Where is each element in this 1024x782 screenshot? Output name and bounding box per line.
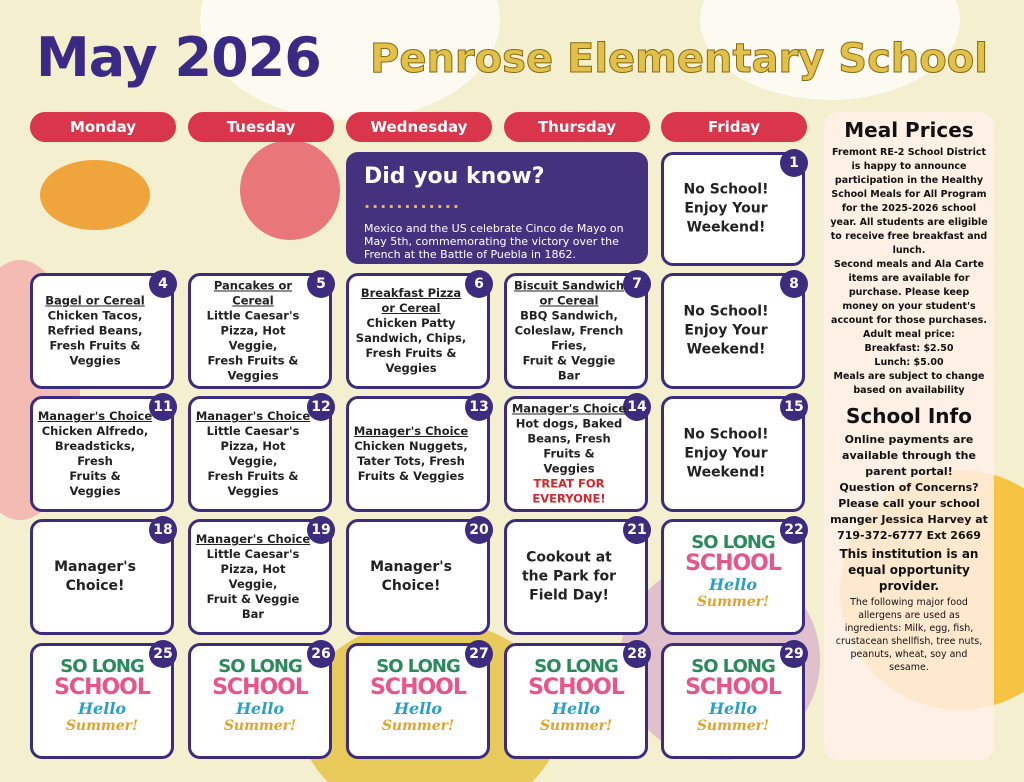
- summer-text: Hello: [235, 699, 285, 718]
- summer-text: Summer!: [65, 718, 139, 734]
- menu-line: Fresh Fruits &: [49, 338, 141, 353]
- calendar-day-15: [661, 396, 805, 512]
- menu-line: Chicken Nuggets,: [354, 439, 468, 453]
- calendar-day-22: [661, 519, 805, 635]
- menu-line: Breadsticks, Fresh: [54, 439, 136, 468]
- breakfast-price: Breakfast: $2.50: [864, 343, 954, 354]
- menu-heading: Pancakes or Cereal: [213, 278, 293, 308]
- calendar-day-25: [30, 643, 174, 759]
- calendar-day-26: [188, 643, 332, 759]
- calendar-day-29: [661, 643, 805, 759]
- menu-line: Coleslaw, French Fries,: [514, 323, 624, 353]
- did-you-know-box: [346, 152, 648, 264]
- summer-text: Summer!: [539, 718, 613, 734]
- summer-text: Summer!: [696, 718, 770, 734]
- summer-text: SCHOOL: [685, 551, 781, 576]
- lunch-price: Lunch: $5.00: [874, 357, 944, 368]
- menu-line: Veggies: [227, 484, 279, 498]
- menu-line: No School!: [683, 426, 769, 443]
- day-header-thursday: Thursday: [504, 112, 650, 142]
- menu-heading: Breakfast Pizza or Cereal: [360, 286, 462, 315]
- calendar-day-13: [346, 396, 490, 512]
- summer-text: SCHOOL: [370, 675, 466, 700]
- summer-text: SCHOOL: [54, 675, 150, 700]
- day-number: 27: [465, 640, 493, 668]
- menu-line: Enjoy Your: [684, 445, 768, 462]
- day-number: 6: [465, 270, 493, 298]
- day-number: 20: [465, 516, 493, 544]
- subject-to-change: Meals are subject to change based on availability: [833, 371, 985, 396]
- meal-prices-title: Meal Prices: [844, 118, 974, 142]
- menu-line: Chicken Tacos,: [47, 308, 143, 323]
- summer-text: SO LONG: [691, 656, 775, 677]
- calendar-day-20: [346, 519, 490, 635]
- menu-line: Veggies: [69, 353, 121, 368]
- did-you-know-text: Mexico and the US celebrate Cinco de Mayo on May 5th, commemorating the victory over the French at the Battle of Puebla in 1862.: [364, 222, 624, 261]
- day-number: 21: [623, 516, 651, 544]
- menu-line: Sandwich, Chips,: [355, 331, 467, 345]
- summer-text: SO LONG: [218, 656, 302, 677]
- menu-line: Veggies: [69, 484, 121, 498]
- so-long-school-graphic: [674, 656, 792, 746]
- menu-line: Fruits &: [69, 469, 121, 483]
- day-number: 1: [780, 149, 808, 177]
- summer-text: Summer!: [381, 718, 455, 734]
- summer-text: Hello: [708, 575, 758, 594]
- summer-text: SO LONG: [691, 532, 775, 553]
- menu-line: Little Caesar's: [206, 308, 300, 323]
- calendar-day-12: [188, 396, 332, 512]
- summer-text: Hello: [77, 699, 127, 718]
- menu-text: [511, 402, 627, 507]
- menu-line: Field Day!: [529, 587, 609, 604]
- summer-text: SO LONG: [60, 656, 144, 677]
- menu-line: Chicken Patty: [366, 316, 456, 330]
- so-long-school-graphic: [43, 656, 161, 746]
- menu-line: Cookout at: [526, 549, 612, 566]
- day-number: 13: [465, 393, 493, 421]
- menu-text: [353, 558, 469, 596]
- calendar-day-8: [661, 273, 805, 389]
- day-header-wednesday: Wednesday: [346, 112, 492, 142]
- menu-line: Weekend!: [686, 341, 766, 358]
- menu-text: [353, 286, 469, 376]
- day-number: 7: [623, 270, 651, 298]
- so-long-school-graphic: [517, 656, 635, 746]
- calendar-day-18: [30, 519, 174, 635]
- menu-line: Pizza, Hot Veggie,: [220, 439, 286, 468]
- summer-text: SO LONG: [534, 656, 618, 677]
- day-number: 12: [307, 393, 335, 421]
- calendar-day-5: [188, 273, 332, 389]
- menu-line: Hot dogs, Baked: [515, 416, 623, 431]
- menu-heading: Manager's Choice: [511, 401, 627, 416]
- calendar-day-4: [30, 273, 174, 389]
- menu-line: Fresh Fruits &: [207, 353, 299, 368]
- calendar-day-27: [346, 643, 490, 759]
- menu-line: Weekend!: [686, 464, 766, 481]
- so-long-school-graphic: [674, 532, 792, 622]
- day-number: 18: [149, 516, 177, 544]
- summer-text: Hello: [551, 699, 601, 718]
- menu-text: [37, 558, 153, 596]
- menu-line: Tater Tots, Fresh: [357, 454, 465, 468]
- menu-line: Choice!: [381, 578, 441, 594]
- meal-program-text: Fremont RE-2 School District is happy to announce participation in the Healthy School Meals for All Program for the 2025-2026 school year. All students are eligible to receive free breakfast and lunch.: [830, 147, 988, 256]
- menu-line: Fresh Fruits &: [207, 469, 299, 483]
- calendar-day-7: [504, 273, 648, 389]
- calendar-day-21: [504, 519, 648, 635]
- flower-yellow: [40, 160, 150, 230]
- menu-heading: Manager's Choice: [37, 409, 153, 423]
- menu-text: [353, 424, 469, 484]
- month-title: May 2026: [36, 26, 321, 89]
- menu-text: [668, 181, 784, 238]
- menu-line: Chicken Alfredo,: [41, 424, 149, 438]
- menu-line: Little Caesar's: [206, 424, 300, 438]
- menu-line: Fruits & Veggies: [357, 469, 465, 483]
- treat-note: TREAT FOR EVERYONE!: [532, 476, 606, 506]
- calendar-day-6: [346, 273, 490, 389]
- menu-text: [511, 279, 627, 384]
- summer-text: SO LONG: [376, 656, 460, 677]
- summer-text: SCHOOL: [685, 675, 781, 700]
- menu-line: Enjoy Your: [684, 200, 768, 217]
- day-header-friday: Friday: [661, 112, 807, 142]
- menu-line: Veggies: [227, 368, 279, 383]
- day-number: 14: [623, 393, 651, 421]
- sidebar: [824, 112, 994, 760]
- equal-opportunity-text: This institution is an equal opportunity provider.: [839, 547, 979, 593]
- menu-line: BBQ Sandwich,: [520, 308, 618, 323]
- dots: ............: [364, 193, 461, 212]
- calendar-day-19: [188, 519, 332, 635]
- calendar-day-11: [30, 396, 174, 512]
- menu-line: Manager's: [370, 559, 452, 575]
- menu-line: Pizza, Hot Veggie,: [220, 562, 286, 591]
- school-info-title: School Info: [846, 404, 972, 428]
- menu-text: [37, 294, 153, 369]
- day-number: 19: [307, 516, 335, 544]
- menu-line: Fruit & Veggie Bar: [522, 353, 616, 383]
- day-number: 29: [780, 640, 808, 668]
- day-number: 26: [307, 640, 335, 668]
- menu-line: Refried Beans,: [47, 323, 143, 338]
- menu-line: Weekend!: [686, 219, 766, 236]
- menu-heading: Bagel or Cereal: [45, 293, 145, 308]
- concerns-text: Question of Concerns? Please call your school manger Jessica Harvey at 719-372-6777 Ext 2669: [830, 481, 988, 542]
- summer-text: Summer!: [696, 594, 770, 610]
- so-long-school-graphic: [359, 656, 477, 746]
- menu-text: [195, 532, 311, 622]
- menu-line: Pizza, Hot Veggie,: [220, 323, 286, 353]
- menu-text: [195, 409, 311, 499]
- menu-heading: Manager's Choice: [195, 409, 311, 423]
- day-number: 15: [780, 393, 808, 421]
- day-number: 11: [149, 393, 177, 421]
- menu-line: No School!: [683, 181, 769, 198]
- menu-heading: Biscuit Sandwich or Cereal: [513, 278, 625, 308]
- summer-text: Hello: [393, 699, 443, 718]
- allergens-text: The following major food allergens are used as ingredients: Milk, egg, fish, crustacean shellfish, tree nuts, peanuts, wheat, soy and sesame.: [835, 597, 983, 673]
- online-payments-text: Online payments are available through the parent portal!: [842, 433, 976, 478]
- day-number: 25: [149, 640, 177, 668]
- menu-line: Veggies: [543, 461, 595, 476]
- menu-text: [511, 549, 627, 606]
- second-meals-text: Second meals and Ala Carte items are available for purchase. Please keep money on your student's account for those purchases.: [831, 259, 987, 326]
- day-header-tuesday: Tuesday: [188, 112, 334, 142]
- menu-line: Fruit & Veggie Bar: [206, 592, 300, 621]
- calendar-day-14: [504, 396, 648, 512]
- menu-text: [668, 426, 784, 483]
- menu-text: [668, 303, 784, 360]
- menu-line: Beans, Fresh Fruits &: [527, 431, 611, 461]
- menu-line: Little Caesar's: [206, 547, 300, 561]
- menu-line: Choice!: [65, 578, 125, 594]
- summer-text: Summer!: [223, 718, 297, 734]
- menu-text: [195, 279, 311, 384]
- calendar-day-28: [504, 643, 648, 759]
- summer-text: SCHOOL: [528, 675, 624, 700]
- calendar-day-1: [661, 152, 805, 266]
- menu-line: Fresh Fruits & Veggies: [365, 346, 457, 375]
- so-long-school-graphic: [201, 656, 319, 746]
- summer-text: SCHOOL: [212, 675, 308, 700]
- menu-line: Enjoy Your: [684, 322, 768, 339]
- adult-price-title: Adult meal price:: [863, 329, 955, 340]
- menu-line: the Park for: [521, 568, 617, 585]
- day-number: 5: [307, 270, 335, 298]
- day-number: 22: [780, 516, 808, 544]
- did-you-know-title: Did you know? ............: [364, 164, 545, 212]
- flower-pink: [240, 140, 340, 240]
- menu-heading: Manager's Choice: [195, 532, 311, 546]
- day-number: 8: [780, 270, 808, 298]
- school-title: Penrose Elementary School: [370, 36, 988, 82]
- menu-line: Manager's: [54, 559, 136, 575]
- day-number: 28: [623, 640, 651, 668]
- menu-text: [37, 409, 153, 499]
- menu-heading: Manager's Choice: [353, 424, 469, 438]
- menu-line: No School!: [683, 303, 769, 320]
- day-number: 4: [149, 270, 177, 298]
- day-header-monday: Monday: [30, 112, 176, 142]
- summer-text: Hello: [708, 699, 758, 718]
